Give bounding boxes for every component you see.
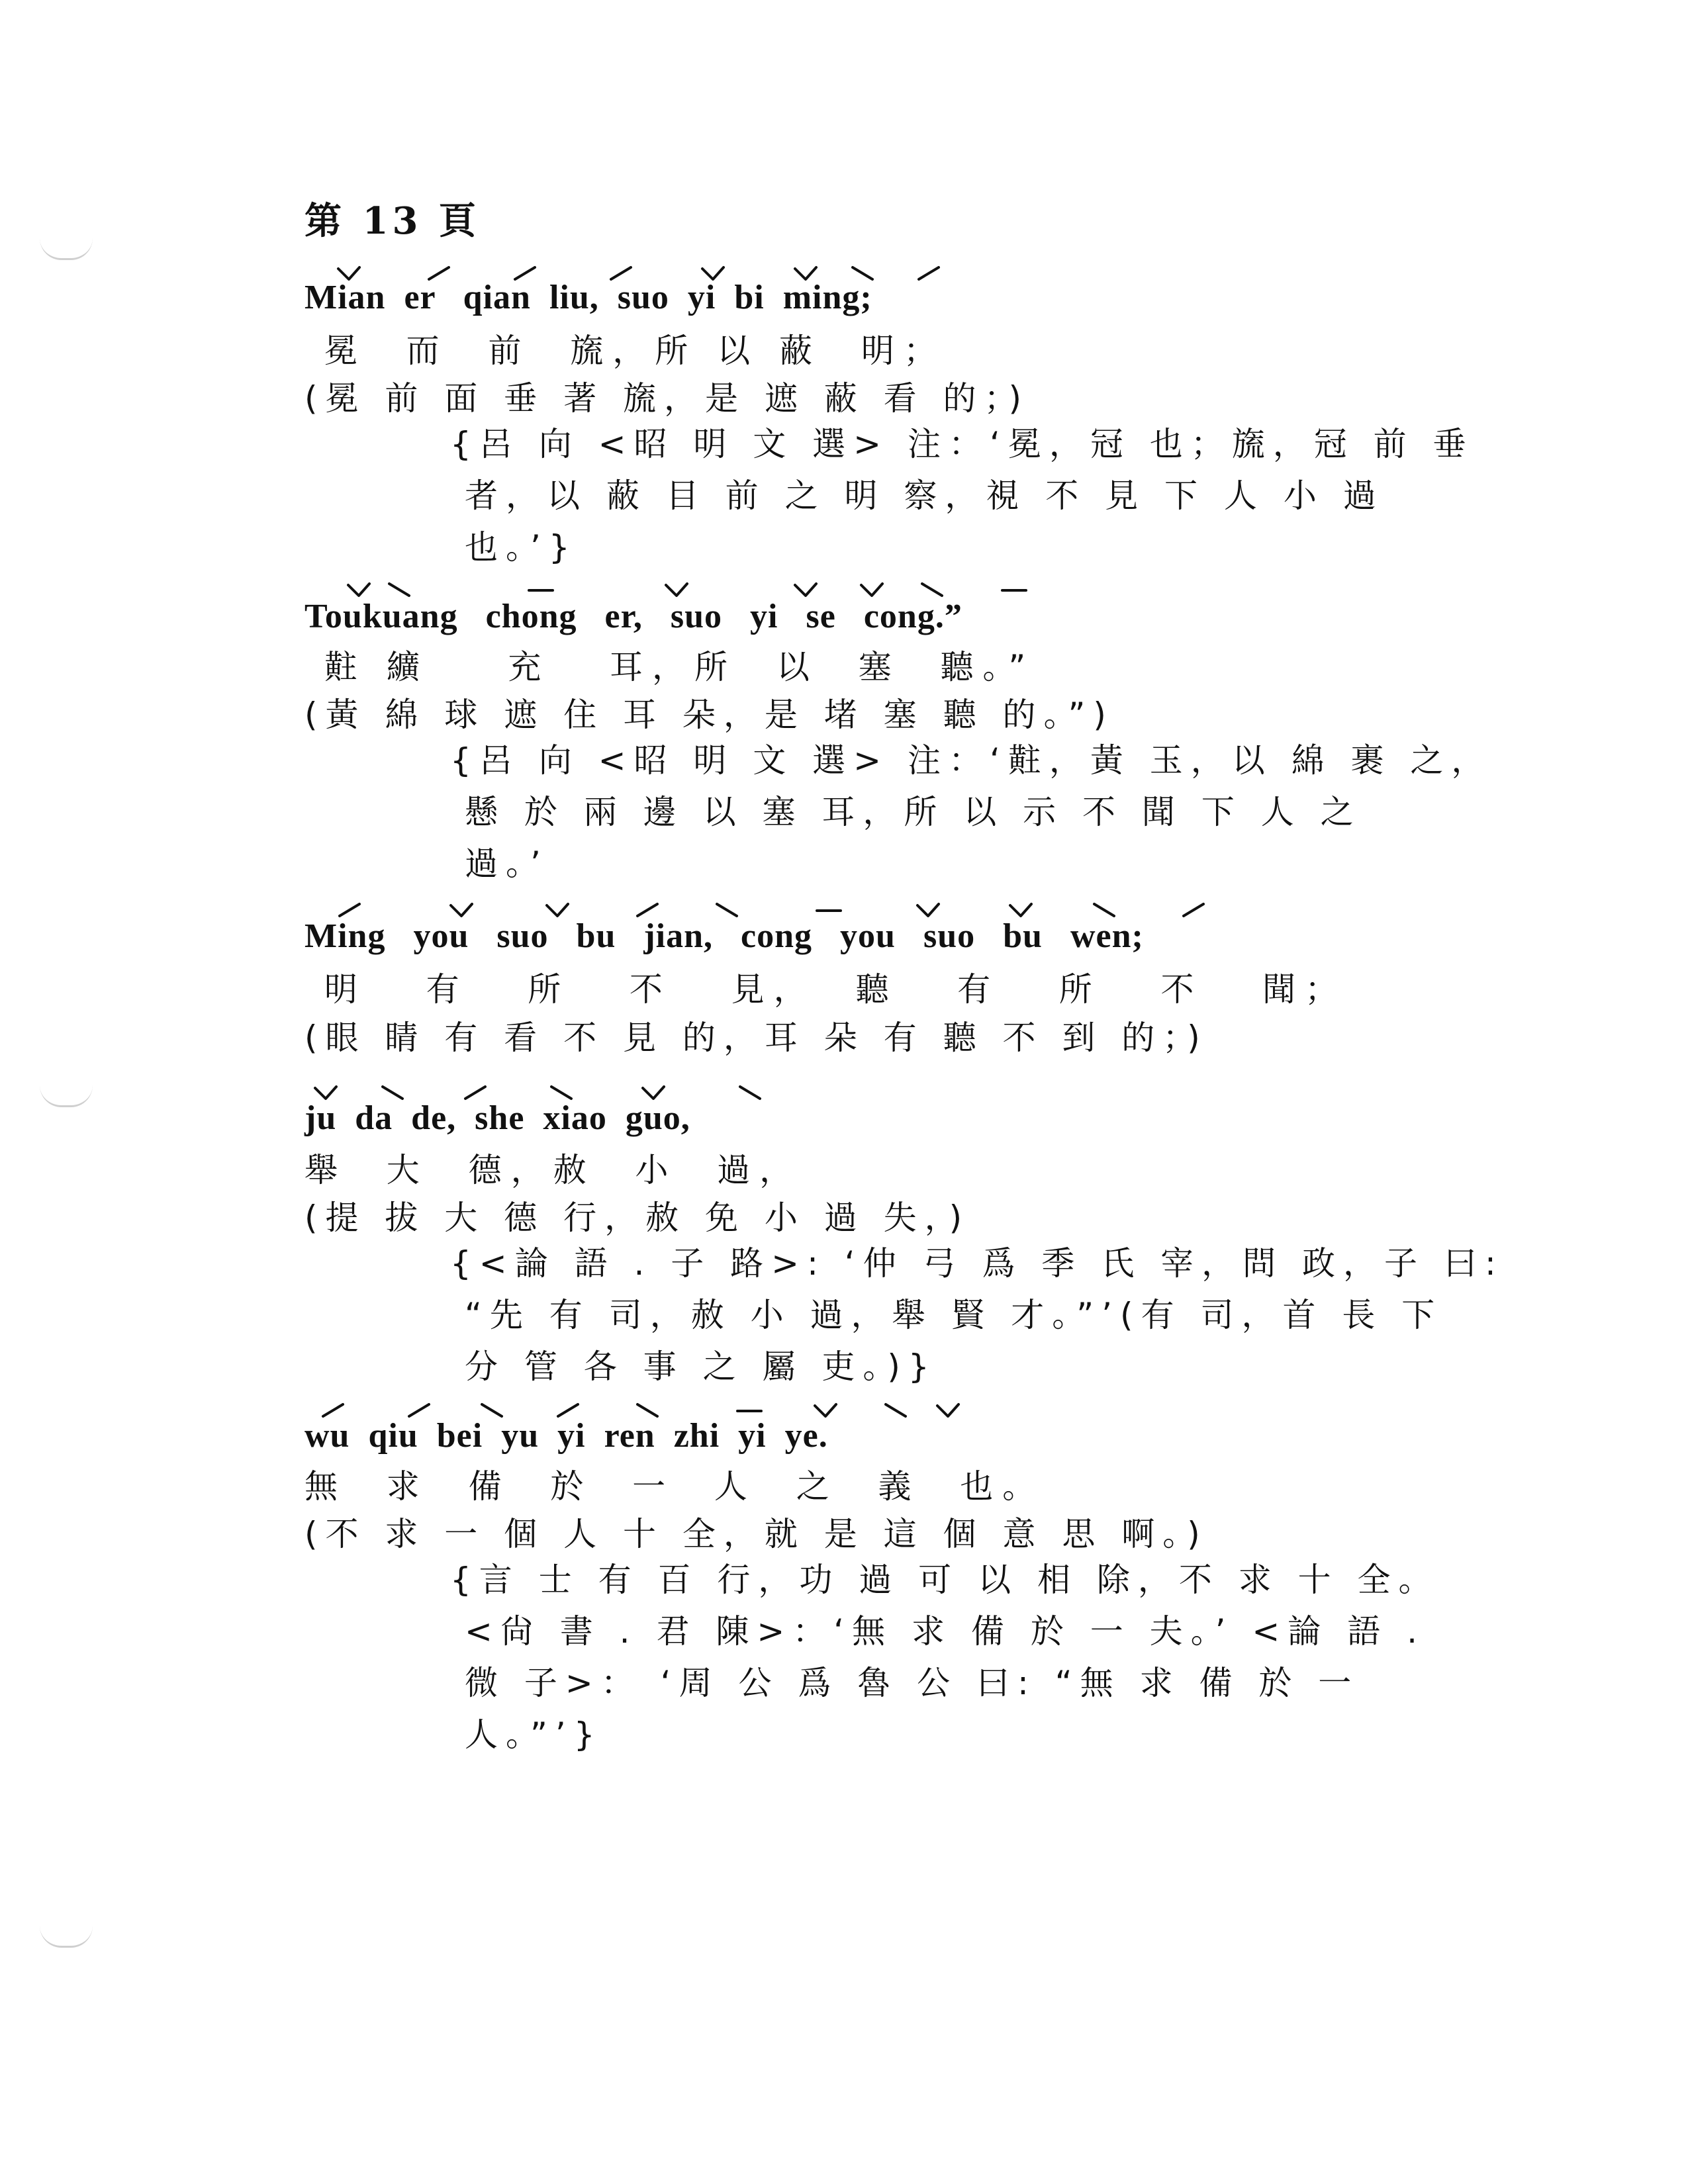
- tone-mark-icon: [735, 1084, 764, 1101]
- tone-mark-icon: [334, 901, 363, 919]
- tone-mark-icon: [639, 1084, 668, 1101]
- note-line: {<論 語 . 子 路>: ‘仲 弓 爲 季 氏 宰，問 政，子 曰:: [450, 1244, 1504, 1283]
- note-line: 過。’: [465, 844, 549, 883]
- tone-mark-icon: [791, 265, 820, 282]
- gloss-line: (不 求 一 個 人 十 全，就 是 這 個 意 思 啊。): [305, 1515, 1208, 1553]
- hanzi-line: 舉 大 德，赦 小 過，: [305, 1151, 802, 1189]
- pinyin-line: wu qiu bei yu yi ren zhi yi ye.: [305, 1417, 828, 1455]
- note-line: 微 子>： ‘周 公 爲 魯 公 曰: “無 求 備 於 一: [465, 1664, 1360, 1702]
- page-title: 第 13 頁: [305, 199, 480, 243]
- note-line: {呂 向 <昭 明 文 選> 注：‘黈，黃 玉，以 綿 裹 之，: [450, 741, 1493, 780]
- tone-mark-icon: [917, 581, 946, 598]
- tone-mark-icon: [384, 581, 413, 598]
- tone-mark-icon: [791, 581, 820, 598]
- gloss-line: (黃 綿 球 遮 住 耳 朵，是 堵 塞 聽 的。”): [305, 696, 1114, 734]
- punch-hole-mark: [40, 238, 93, 260]
- tone-mark-icon: [318, 1402, 347, 1419]
- pinyin-line: Toukuang chong er, suo yi se cong.”: [305, 598, 962, 635]
- tone-mark-icon: [735, 1402, 764, 1419]
- tone-mark-icon: [914, 901, 943, 919]
- gloss-line: (眼 睛 有 看 不 見 的，耳 朵 有 聽 不 到 的；): [305, 1019, 1208, 1057]
- tone-mark-icon: [377, 1084, 406, 1101]
- note-line: 也。’}: [465, 528, 578, 567]
- tone-mark-icon: [880, 1402, 910, 1419]
- tone-mark-icon: [311, 1084, 340, 1101]
- annotation-note: [450, 418, 1509, 573]
- note-line: 人。”’}: [465, 1715, 603, 1754]
- note-line: “先 有 司，赦 小 過，舉 賢 才。”’(有 司，首 長 下: [465, 1296, 1443, 1334]
- gloss-line: (提 拔 大 德 行，赦 免 小 過 失，): [305, 1199, 970, 1237]
- gloss-line: (冕 前 面 垂 著 旒，是 遮 蔽 看 的；): [305, 379, 1030, 418]
- pinyin-line: Ming you suo bu jian, cong you suo bu wen;: [305, 917, 1144, 955]
- pinyin-line: Mian er qian liu, suo yi bi ming;: [305, 279, 872, 316]
- hanzi-line: 無 求 備 於 一 人 之 義 也。: [305, 1467, 1045, 1506]
- note-line: 懸 於 兩 邊 以 塞 耳，所 以 示 不 聞 下 人 之: [465, 793, 1362, 831]
- tone-mark-icon: [344, 581, 373, 598]
- tone-mark-icon: [424, 265, 453, 282]
- tone-mark-icon: [460, 1084, 489, 1101]
- tone-mark-icon: [606, 265, 635, 282]
- tone-mark-icon: [814, 901, 843, 919]
- tone-mark-icon: [811, 1402, 840, 1419]
- annotation-note: [450, 1554, 1509, 1760]
- tone-mark-icon: [712, 901, 741, 919]
- tone-mark-icon: [698, 265, 727, 282]
- tone-mark-icon: [914, 265, 943, 282]
- tone-mark-icon: [1178, 901, 1207, 919]
- tone-mark-icon: [1006, 901, 1035, 919]
- annotation-note: [450, 1238, 1509, 1392]
- punch-hole-mark: [40, 1926, 93, 1948]
- tone-mark-icon: [1000, 581, 1029, 598]
- tone-mark-icon: [334, 265, 363, 282]
- hanzi-line: 黈 纊 充 耳，所 以 塞 聽。”: [305, 648, 1035, 686]
- tone-mark-icon: [447, 901, 476, 919]
- note-line: {呂 向 <昭 明 文 選> 注：‘冕，冠 也；旒，冠 前 垂: [450, 425, 1474, 463]
- hanzi-line: 明 有 所 不 見， 聽 有 所 不 聞；: [305, 970, 1348, 1009]
- pinyin-line: ju da de, she xiao guo,: [305, 1099, 690, 1137]
- tone-mark-icon: [477, 1402, 506, 1419]
- note-line: 者，以 蔽 目 前 之 明 察，視 不 見 下 人 小 過: [465, 477, 1384, 515]
- tone-mark-icon: [404, 1402, 433, 1419]
- tone-mark-icon: [543, 901, 572, 919]
- punch-hole-mark: [40, 1085, 93, 1107]
- tone-mark-icon: [546, 1084, 575, 1101]
- tone-mark-icon: [1089, 901, 1118, 919]
- tone-mark-icon: [632, 1402, 661, 1419]
- tone-mark-icon: [662, 581, 691, 598]
- note-line: <尙 書 . 君 陳>：‘無 求 備 於 一 夫。’ <論 語 .: [465, 1612, 1425, 1651]
- tone-mark-icon: [847, 265, 876, 282]
- hanzi-line: 冕 而 前 旒，所 以 蔽 明；: [305, 332, 946, 370]
- note-line: {言 士 有 百 行，功 過 可 以 相 除，不 求 十 全。: [450, 1561, 1440, 1599]
- tone-mark-icon: [553, 1402, 582, 1419]
- tone-mark-icon: [632, 901, 661, 919]
- note-line: 分 管 各 事 之 屬 吏。)}: [465, 1347, 937, 1386]
- tone-mark-icon: [510, 265, 539, 282]
- tone-mark-icon: [526, 581, 555, 598]
- tone-mark-icon: [857, 581, 886, 598]
- annotation-note: [450, 735, 1509, 889]
- tone-mark-icon: [933, 1402, 962, 1419]
